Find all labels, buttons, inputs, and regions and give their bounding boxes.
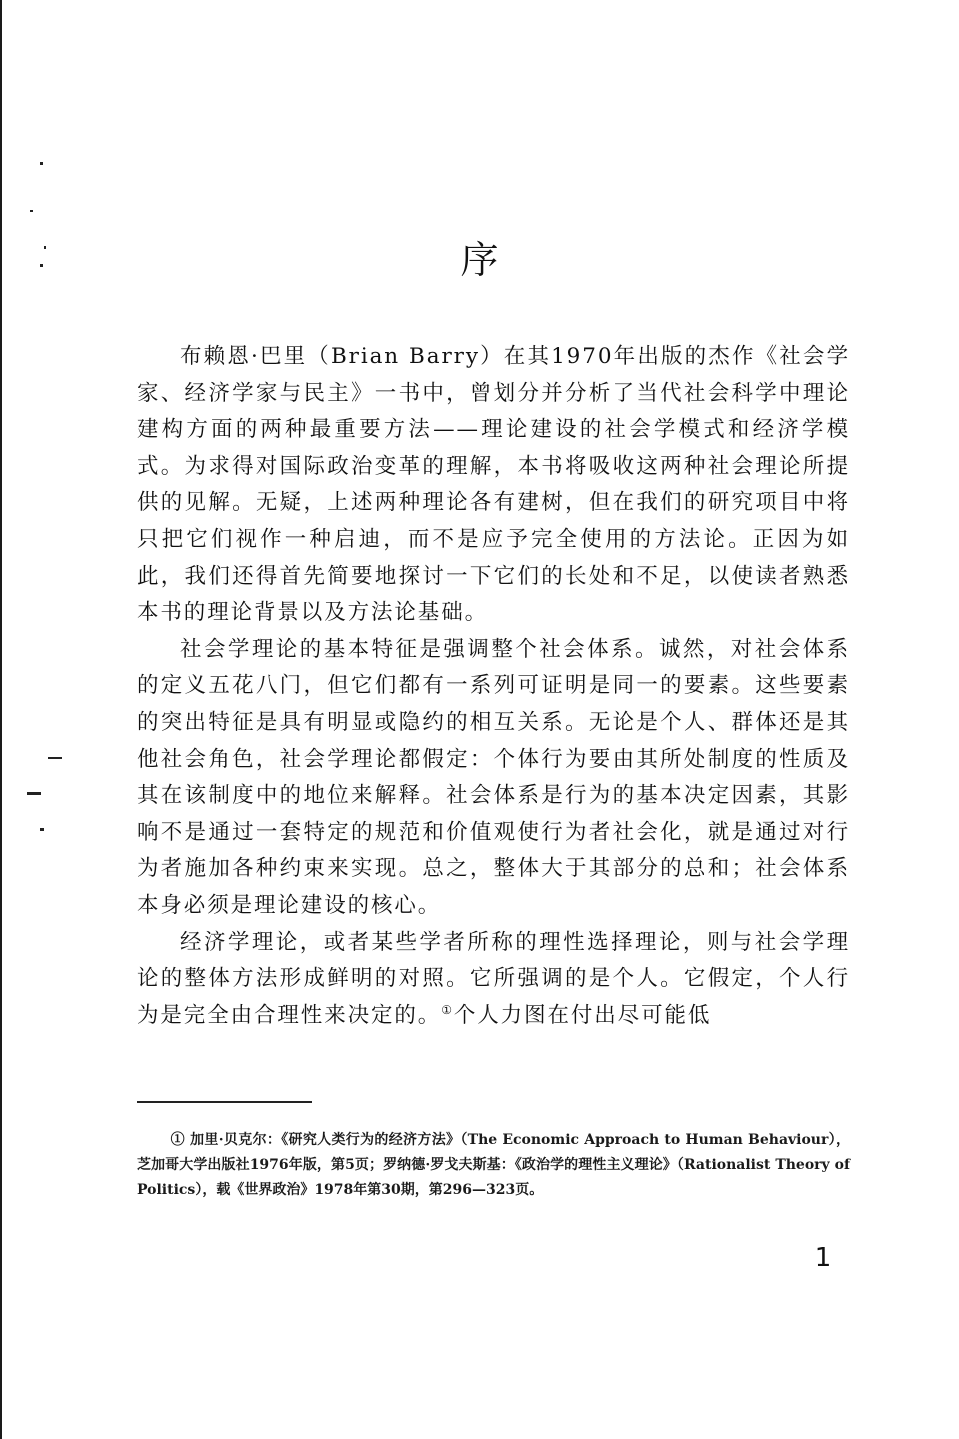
scan-speck <box>48 757 62 759</box>
footnote <box>137 1128 850 1203</box>
scan-edge-line <box>0 0 2 1439</box>
page-number: 1 <box>814 1243 832 1273</box>
scan-speck <box>40 162 43 165</box>
page-title: 序 <box>460 238 499 282</box>
paragraph <box>137 339 850 632</box>
paragraph <box>137 632 850 925</box>
paragraph-text: 个人力图在付出尽可能低 <box>453 1002 712 1028</box>
paragraph-text: 经济学理论，或者某些学者所称的理性选择理论，则与社会学理论的整体方法形成鲜明的对照。它所强调的是个人。它假定，个人行为是完全由合理性来决定的。 <box>137 929 850 1028</box>
footnote-reference[interactable]: ① <box>441 1002 454 1017</box>
scan-speck <box>30 210 33 212</box>
footnote-divider <box>137 1101 312 1103</box>
scan-speck <box>27 792 41 795</box>
paragraph-text: 社会学理论的基本特征是强调整个社会体系。诚然，对社会体系的定义五花八门，但它们都有一系列可证明是同一的要素。这些要素的突出特征是具有明显或隐约的相互关系。无论是个人、群体还是其他社会角色，社会学理论都假定：个体行为要由其所处制度的性质及其在该制度中的地位来解释。社会体系是行为的基本决定因素，其影响不是通过一套特定的规范和价值观使行为者社会化，就是通过对行为者施加各种约束来实现。总之，整体大于其部分的总和；社会体系本身必须是理论建设的核心。 <box>137 636 850 918</box>
scan-speck <box>40 828 44 831</box>
footnote-text: ① 加里·贝克尔：《研究人类行为的经济方法》（The Economic Approach to Human Behaviour），芝加哥大学出版社1976年版，第5页；罗纳德·罗戈夫斯基：《政治学的理性主义理论》（Rationalist Theory of Politics），载《世界政治》1978年第30期，第296—323页。 <box>137 1132 850 1198</box>
paragraph <box>137 925 850 1035</box>
paragraph-text: 布赖恩·巴里（Brian Barry）在其1970年出版的杰作《社会学家、经济学家与民主》一书中，曾划分并分析了当代社会科学中理论建构方面的两种最重要方法——理论建设的社会学模式和经济学模式。为求得对国际政治变革的理解，本书将吸收这两种社会理论所提供的见解。无疑，上述两种理论各有建树，但在我们的研究项目中将只把它们视作一种启迪，而不是应予完全使用的方法论。正因为如此，我们还得首先简要地探讨一下它们的长处和不足，以使读者熟悉本书的理论背景以及方法论基础。 <box>137 344 850 626</box>
body-text <box>137 339 850 1034</box>
